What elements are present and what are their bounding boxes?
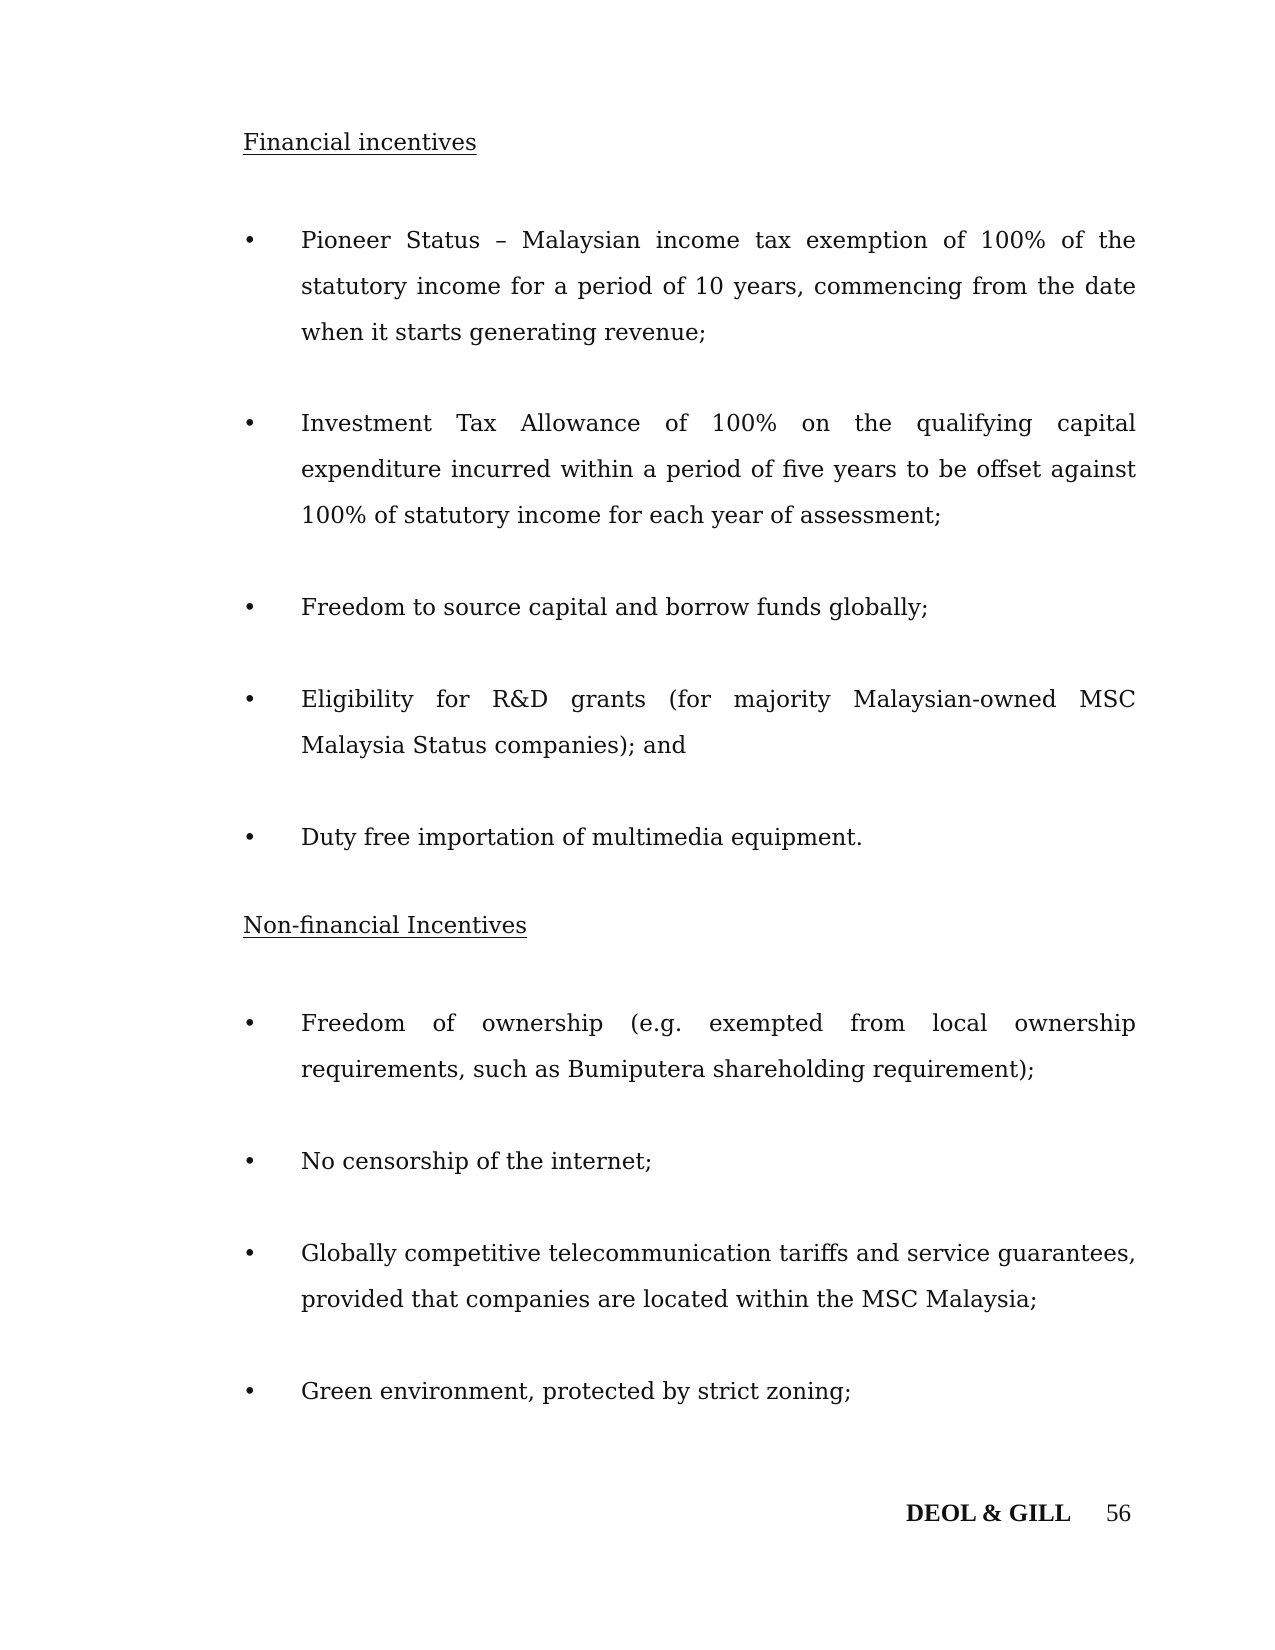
bullet-icon: • (243, 1011, 257, 1037)
bullet-icon: • (243, 411, 257, 437)
bullet-icon: • (243, 595, 257, 621)
bullet-icon: • (243, 228, 257, 254)
list-item-text: Freedom to source capital and borrow funds globally; (301, 595, 929, 621)
list-item-text: Eligibility for R&D grants (for majority Malaysian-owned MSC Malaysia Status companies); and (301, 687, 1136, 759)
section-heading-financial-incentives: Financial incentives (243, 130, 477, 156)
list-item-text: Investment Tax Allowance of 100% on the qualifying capital expenditure incurred within a period of five years to be offset against 100% of statutory income for each year of assessment; (301, 411, 1136, 529)
list-item-text: Green environment, protected by strict zoning; (301, 1379, 852, 1405)
bullet-icon: • (243, 1149, 257, 1175)
list-item-text: Pioneer Status – Malaysian income tax exemption of 100% of the statutory income for a period of 10 years, commencing from the date when it starts generating revenue; (301, 228, 1136, 346)
bullet-icon: • (243, 687, 257, 713)
list-item-text: Globally competitive telecommunication tariffs and service guarantees, provided that companies are located within the MSC Malaysia; (301, 1241, 1136, 1313)
section-heading-non-financial-incentives: Non-financial Incentives (243, 913, 528, 939)
list-item-text: Duty free importation of multimedia equipment. (301, 825, 863, 851)
bullet-icon: • (243, 825, 257, 851)
bullet-icon: • (243, 1241, 257, 1267)
bullet-icon: • (243, 1379, 257, 1405)
list-item-text: Freedom of ownership (e.g. exempted from local ownership requirements, such as Bumiputera shareholding requirement); (301, 1011, 1136, 1083)
footer-page-number: 56 (1106, 1500, 1131, 1527)
list-item-text: No censorship of the internet; (301, 1149, 653, 1175)
footer-firm-name: DEOL & GILL (906, 1500, 1072, 1527)
